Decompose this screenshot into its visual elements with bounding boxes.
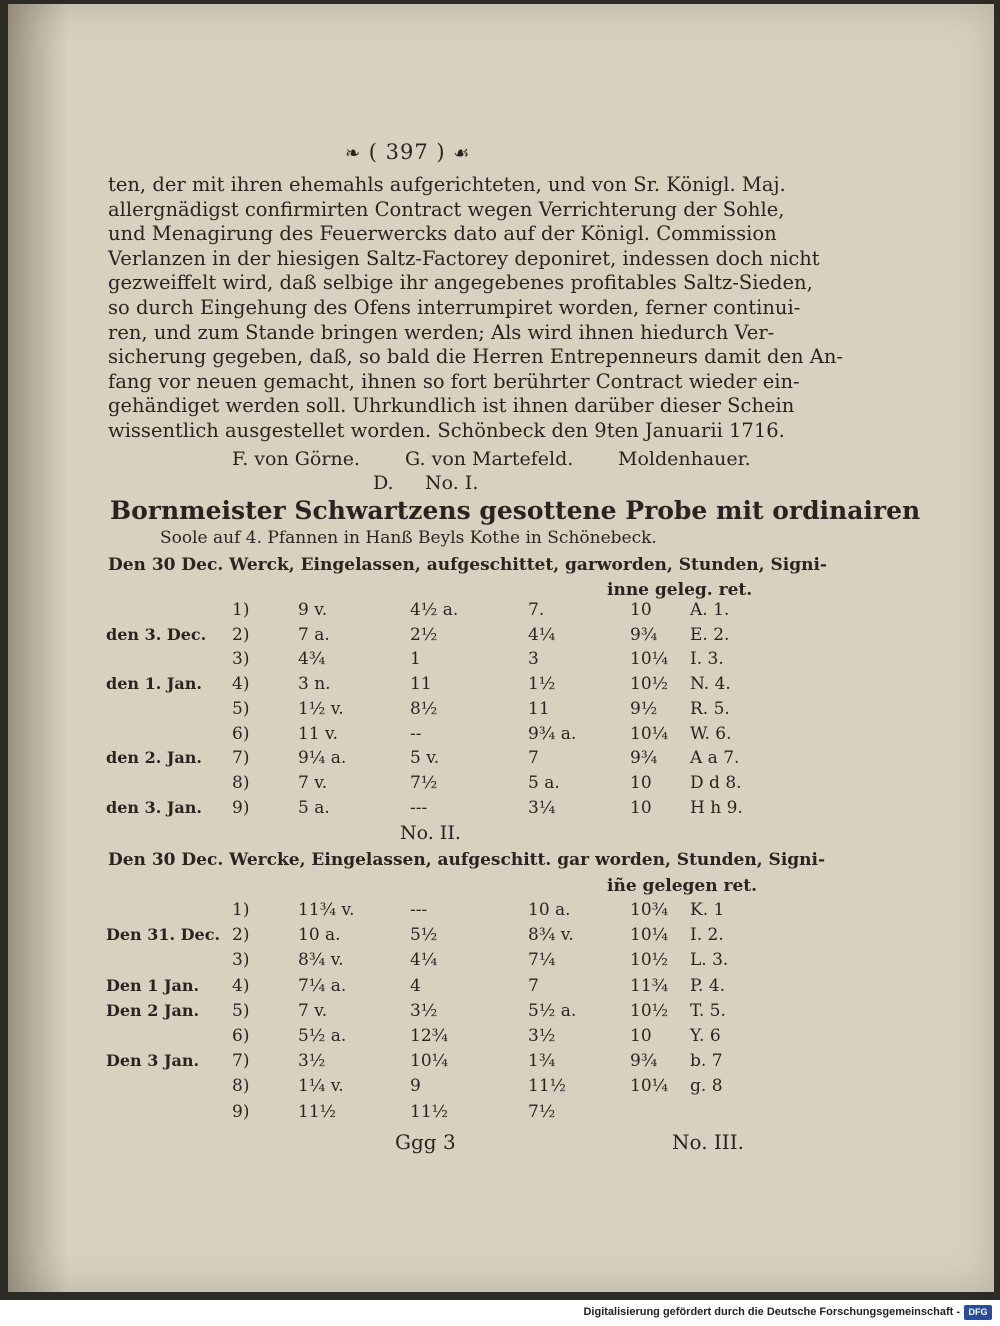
table2-header-line1: Den 30 Dec. Wercke, Eingelassen, aufgeschitt. gar worden, Stunden, Signi-: [108, 850, 826, 870]
table-cell: 7¼ a.: [298, 975, 347, 996]
table-cell: 10½: [630, 674, 669, 695]
table-cell: 3½: [528, 1026, 556, 1046]
table-cell: 11 v.: [298, 723, 339, 744]
table-cell: --: [410, 723, 422, 744]
table-cell: 11¾: [630, 975, 669, 996]
table-cell: 9¾: [630, 748, 658, 769]
table-cell: 9: [410, 1076, 421, 1097]
table-cell: 10¼: [630, 723, 669, 744]
body-line: ten, der mit ihren ehemahls aufgerichteten, und von Sr. Königl. Maj.: [108, 173, 786, 196]
table-cell: 7): [232, 1051, 250, 1072]
table-cell: 10¼: [630, 649, 669, 670]
table-cell: 7 v.: [298, 772, 328, 793]
table-cell: 8¾ v.: [528, 925, 574, 946]
table-cell: 5 a.: [298, 797, 330, 818]
table-cell: 10: [630, 797, 652, 818]
table-cell: D d 8.: [690, 772, 742, 793]
table-cell: 1): [232, 600, 250, 620]
table-cell: 4): [232, 975, 250, 996]
table-cell: 9): [232, 797, 250, 818]
table-cell: 9 v.: [298, 600, 328, 620]
signature-mark: Ggg 3: [395, 1130, 456, 1154]
table-cell: L. 3.: [690, 950, 729, 971]
table-cell: 5): [232, 698, 250, 719]
table-cell: A. 1.: [690, 600, 730, 620]
table-cell: 8½: [410, 698, 438, 719]
table-cell: 5½ a.: [528, 1000, 577, 1021]
table-cell: 4½ a.: [410, 600, 459, 620]
table-cell: 10¼: [630, 925, 669, 946]
body-line: und Menagirung des Feuerwercks dato auf der Königl. Commission: [108, 222, 777, 246]
table-cell: 11½: [298, 1101, 337, 1122]
table-cell: 7½: [528, 1101, 556, 1122]
dfg-logo: DFG: [964, 1305, 992, 1320]
table-cell: 7: [528, 748, 539, 769]
row-date: den 3. Dec.: [106, 624, 207, 644]
table-cell: 5½ a.: [298, 1026, 347, 1046]
table-cell: R. 5.: [690, 698, 730, 719]
table-cell: 11¾ v.: [298, 900, 355, 920]
table-cell: 3 n.: [298, 674, 331, 695]
attribution-bar: [0, 1300, 1000, 1326]
table-cell: 2): [232, 925, 250, 946]
table-cell: 2): [232, 624, 250, 645]
table-cell: 7¼: [528, 950, 556, 971]
row-date: den 3. Jan.: [106, 797, 202, 817]
table-cell: 9½: [630, 698, 658, 719]
row-date: Den 2 Jan.: [106, 1000, 200, 1020]
table-cell: 8¾ v.: [298, 950, 344, 971]
table-cell: 3): [232, 950, 250, 971]
body-line: gehändiget werden soll. Uhrkundlich ist ihnen darüber dieser Schein: [108, 394, 795, 418]
table-cell: W. 6.: [690, 723, 732, 744]
body-line: ren, und zum Stande bringen werden; Als wird ihnen hiedurch Ver-: [108, 320, 775, 344]
page-gutter-shadow: [8, 4, 68, 1292]
table-cell: 5½: [410, 925, 438, 946]
table1-header-line2: inne geleg. ret.: [607, 580, 753, 600]
table-cell: 1: [410, 649, 421, 670]
table-cell: P. 4.: [690, 975, 726, 996]
table-cell: 12¾: [410, 1026, 449, 1046]
table-cell: 1½ v.: [298, 698, 344, 719]
table-cell: 1½: [528, 674, 556, 695]
page-number: ( 397 ): [368, 140, 446, 164]
signature-martefeld: G. von Martefeld.: [405, 448, 574, 470]
table-cell: I. 2.: [690, 925, 724, 946]
table-cell: 7): [232, 748, 250, 769]
table-cell: 10¼: [410, 1051, 449, 1072]
table-cell: T. 5.: [690, 1000, 726, 1021]
row-date: Den 31. Dec.: [106, 925, 221, 945]
row-date: Den 3 Jan.: [106, 1051, 200, 1071]
table1-number: No. I.: [425, 472, 479, 494]
table-cell: 10: [630, 600, 652, 620]
table-cell: 10: [630, 1026, 652, 1046]
table-cell: 4¼: [410, 950, 438, 971]
table-cell: b. 7: [690, 1051, 723, 1072]
body-line: allergnädigst confirmirten Contract wegen Verrichterung der Sohle,: [108, 197, 785, 221]
table-cell: 11: [410, 674, 432, 695]
table-cell: 9¾ a.: [528, 723, 577, 744]
table-cell: 3½: [298, 1051, 326, 1072]
catchword: No. III.: [672, 1130, 744, 1154]
body-line: wissentlich ausgestellet worden. Schönbeck den 9ten Januarii 1716.: [108, 419, 785, 442]
page-header: [345, 140, 470, 164]
section-title: Bornmeister Schwartzens gesottene Probe mit ordinairen: [110, 496, 921, 525]
table-cell: ---: [410, 797, 428, 818]
table-cell: 6): [232, 1026, 250, 1046]
table-cell: 11½: [528, 1076, 567, 1097]
table2-header-line2: iñe gelegen ret.: [607, 876, 758, 896]
table-cell: 10½: [630, 1000, 669, 1021]
table-cell: 1¾: [528, 1051, 556, 1072]
table-cell: 1¼ v.: [298, 1076, 344, 1097]
body-line: sicherung gegeben, daß, so bald die Herren Entrepenneurs damit den An-: [108, 345, 843, 369]
table-cell: 3½: [410, 1000, 438, 1021]
table-cell: 7 v.: [298, 1000, 328, 1021]
table-cell: 4¼: [528, 624, 556, 645]
table-cell: I. 3.: [690, 649, 724, 670]
table-cell: 10: [630, 772, 652, 793]
table-cell: 7.: [528, 600, 545, 620]
table-cell: 5 v.: [410, 748, 440, 769]
table-cell: 7 a.: [298, 624, 330, 645]
table-cell: 10¼: [630, 1076, 669, 1097]
table-cell: 4): [232, 674, 250, 695]
table-cell: 11: [528, 698, 550, 719]
signature-moldenhauer: Moldenhauer.: [618, 448, 751, 470]
table-cell: 11½: [410, 1101, 449, 1122]
table-cell: Y. 6: [690, 1026, 721, 1046]
table-cell: 7½: [410, 772, 438, 793]
table-cell: N. 4.: [690, 674, 731, 695]
table-cell: 10 a.: [298, 925, 341, 946]
attribution-text: Digitalisierung gefördert durch die Deutsche Forschungsgemeinschaft -: [583, 1306, 960, 1318]
table-cell: 9): [232, 1101, 250, 1122]
table-cell: 10 a.: [528, 900, 571, 920]
table-cell: 4¾: [298, 649, 326, 670]
row-date: Den 1 Jan.: [106, 975, 200, 995]
section-subtitle: Soole auf 4. Pfannen in Hanß Beyls Kothe in Schönebeck.: [160, 528, 657, 548]
table2-number: No. II.: [400, 822, 461, 844]
section-letter: D.: [373, 472, 394, 494]
body-line: Verlanzen in der hiesigen Saltz-Factorey deponiret, indessen doch nicht: [108, 246, 820, 270]
table-cell: 8): [232, 772, 250, 793]
table-cell: 1): [232, 900, 250, 920]
table-cell: 3): [232, 649, 250, 670]
table-cell: 10½: [630, 950, 669, 971]
table-cell: H h 9.: [690, 797, 743, 818]
table-cell: 9¾: [630, 624, 658, 645]
table-cell: 5): [232, 1000, 250, 1021]
table-cell: 6): [232, 723, 250, 744]
row-date: den 2. Jan.: [106, 748, 202, 768]
header-ornament-left-icon: ❧: [345, 143, 362, 164]
table-cell: 7: [528, 975, 539, 996]
row-date: den 1. Jan.: [106, 674, 202, 694]
table-cell: 8): [232, 1076, 250, 1097]
header-ornament-right-icon: ☙: [453, 143, 471, 164]
table-cell: 9¼ a.: [298, 748, 347, 769]
signature-goerne: F. von Görne.: [232, 448, 360, 470]
table-cell: K. 1: [690, 900, 725, 920]
table-cell: 10¾: [630, 900, 669, 920]
body-line: so durch Eingehung des Ofens interrumpiret worden, ferner continui-: [108, 296, 801, 319]
table-cell: 5 a.: [528, 772, 560, 793]
table-cell: 3¼: [528, 797, 556, 818]
table-cell: 3: [528, 649, 539, 670]
table1-header-line1: Den 30 Dec. Werck, Eingelassen, aufgeschittet, garworden, Stunden, Signi-: [108, 555, 827, 575]
table-cell: 9¾: [630, 1051, 658, 1072]
body-line: gezweiffelt wird, daß selbige ihr angegebenes profitables Saltz-Sieden,: [108, 271, 813, 295]
table-cell: E. 2.: [690, 624, 730, 645]
table-cell: A a 7.: [690, 748, 740, 769]
table-cell: 2½: [410, 624, 438, 645]
table-cell: 4: [410, 975, 421, 996]
table-cell: g. 8: [690, 1076, 723, 1097]
table-cell: ---: [410, 900, 428, 920]
body-line: fang vor neuen gemacht, ihnen so fort berührter Contract wieder ein-: [108, 369, 800, 393]
